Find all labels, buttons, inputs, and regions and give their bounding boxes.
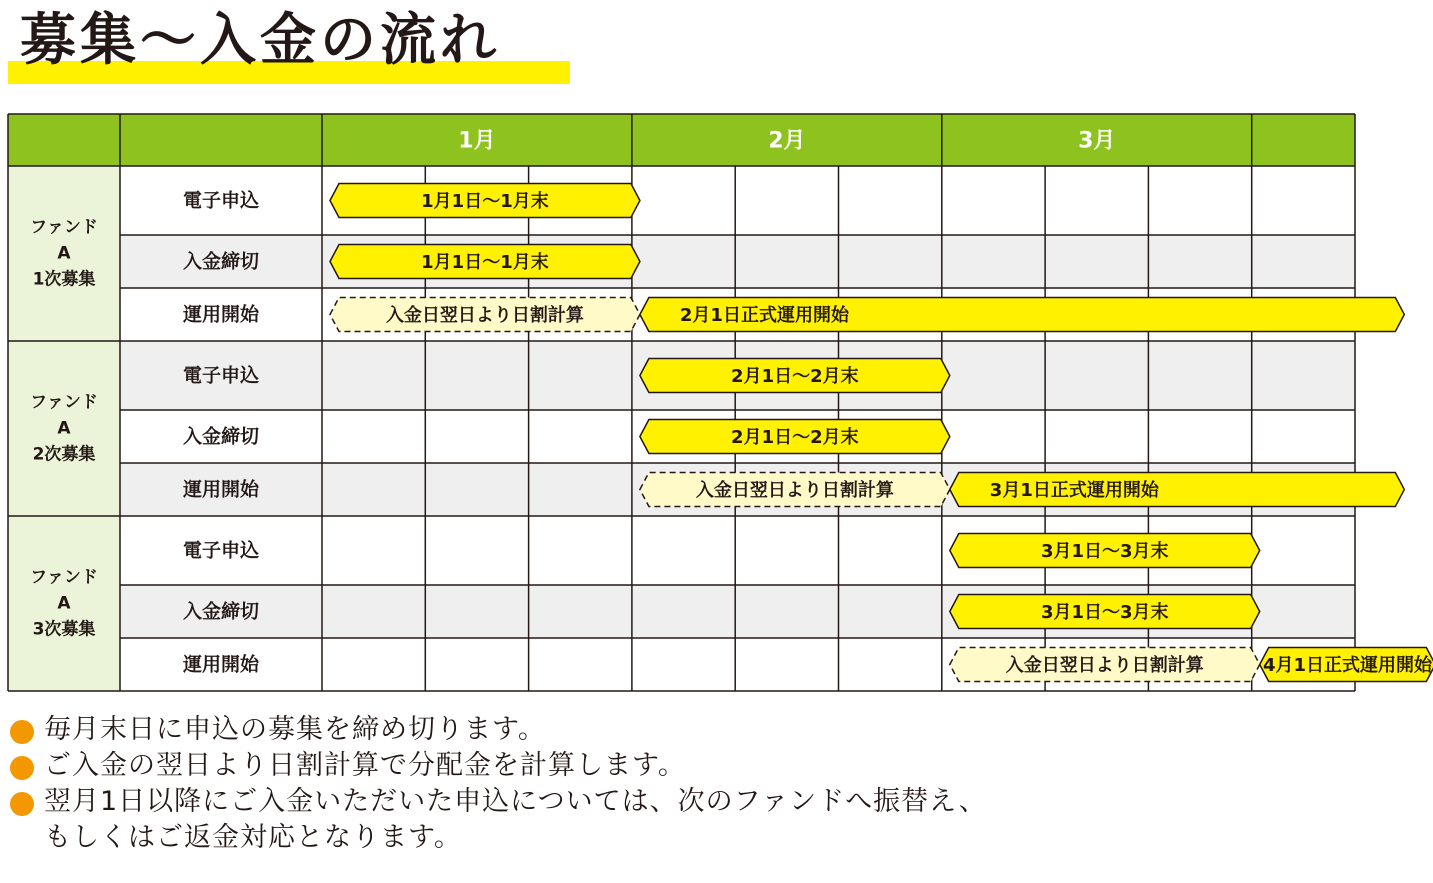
row-label: 運用開始 [182,653,260,676]
row-background [120,235,1355,288]
bullet-dot-icon [10,792,34,816]
month-header-label: 2月 [768,128,806,154]
note-item-1 [10,712,1410,748]
bar-label: 3月1日～3月末 [1040,541,1169,562]
header-row [8,114,1355,166]
row-label: 運用開始 [182,478,260,501]
bullet-dot-icon [10,720,34,744]
row-label: 入金締切 [182,425,260,448]
bar-label: 1月1日～1月末 [421,191,549,212]
bar-label: 3月1日～3月末 [1040,602,1169,623]
bar-label: 入金日翌日より日割計算 [385,305,584,326]
fund-label-line: 2次募集 [32,444,96,465]
row-label: 入金締切 [182,600,260,623]
bar-label: 入金日翌日より日割計算 [695,480,894,501]
row-label: 入金締切 [182,250,260,273]
fund-label-line: ファンド [30,392,98,413]
bar-label: 2月1日正式運用開始 [679,305,849,326]
row-label: 電子申込 [182,539,260,562]
row-label: 運用開始 [182,303,260,326]
bar-label: 3月1日正式運用開始 [989,480,1159,501]
bullet-dot-icon [10,756,34,780]
bar-label: 2月1日～2月末 [731,427,859,448]
row-label: 電子申込 [182,364,260,387]
fund-label-line: 3次募集 [32,619,96,640]
fund-label-line: 1次募集 [32,269,96,290]
note-item-3 [10,784,1410,856]
bar-label: 入金日翌日より日割計算 [1005,655,1204,676]
note-text: もしくはご返金対応となります。 [44,822,462,853]
fund-label-line: A [57,243,71,264]
notes-list [10,712,1410,856]
note-item-2 [10,748,1410,784]
title-text: 募集～入金の流れ [20,8,500,73]
row-background [120,166,1355,235]
fund-label-line: A [57,593,71,614]
month-header-label: 3月 [1078,128,1116,154]
bar-label: 2月1日～2月末 [731,366,859,387]
fund-label-line: ファンド [30,217,98,238]
note-text: 毎月末日に申込の募集を締め切ります。 [44,714,546,745]
note-text: ご入金の翌日より日割計算で分配金を計算します。 [44,750,686,781]
note-text: 翌月1日以降にご入金いただいた申込については、次のファンドへ振替え、 [44,786,987,817]
fund-label-line: ファンド [30,567,98,588]
bar-label: 4月1日正式運用開始 [1262,655,1433,676]
month-header-label: 1月 [458,128,496,154]
bar-label: 1月1日～1月末 [421,252,549,273]
row-label: 電子申込 [182,189,260,212]
fund-label-line: A [57,418,71,439]
header-background [8,114,1355,166]
